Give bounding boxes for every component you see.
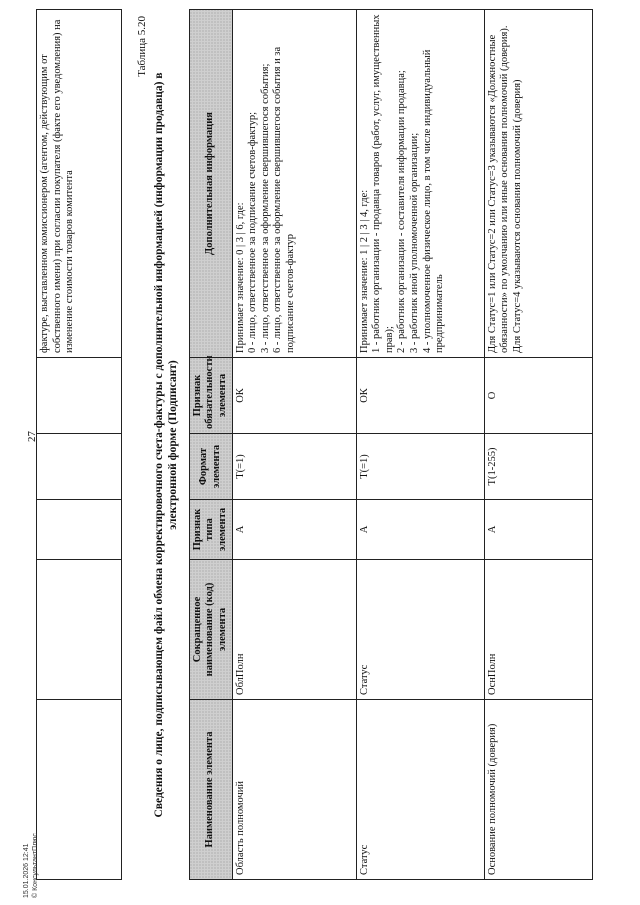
cell-name: Область полномочий [232,700,356,880]
cell-required: ОК [232,358,356,434]
cell-required: ОК [356,358,484,434]
footer-source: © КонсультантПлюс [32,833,40,898]
header-required: Признак обязательности элемента [189,358,232,434]
cell-name: Статус [356,700,484,880]
cell-required: О [484,358,592,434]
table-cell: фактуре, выставленном комиссионером (агентом, действующим от собственного имени) при согласии покупателя (факте его уведомления) на изменение стоимости товаров комитента [37,10,122,358]
header-type: Признак типа элемента [189,500,232,560]
rotated-sheet [36,10,621,880]
cell-type: А [484,500,592,560]
table-row [232,10,356,880]
footer-timestamp: 15.01.2026 12:41 [23,843,30,898]
info-line: 6 - лицо, ответственное за оформление свершившегося события и за подписание счетов-фактур [272,46,296,353]
info-line: Принимает значение: 1 | 2 | 3 | 4, где: [358,189,370,353]
cell-format: T(=1) [356,434,484,500]
cell-info [232,10,356,358]
cell-info [356,10,484,358]
info-line: 0 - лицо, ответственное за подписание счетов-фактур; [247,111,259,353]
cell-code: ОснПолн [484,560,592,700]
table-number: Таблица 5.20 [136,16,148,77]
cell-format: T(=1) [232,434,356,500]
cell-code: Статус [356,560,484,700]
header-format: Формат элемента [189,434,232,500]
cell-name: Основание полномочий (доверия) [484,700,592,880]
signer-table [189,9,593,880]
info-line: 3 - лицо, ответственное за оформление свершившегося события; [259,63,271,353]
cell-type: А [232,500,356,560]
table-row [37,10,122,880]
table-row [484,10,592,880]
header-name: Наименование элемента [189,700,232,880]
cell-type: А [356,500,484,560]
table-title: Сведения о лице, подписывающем файл обмена корректировочного счета-фактуры с дополнительной информацией (информации продавца) в электронной форме (Подписант) [153,72,180,818]
table-cell [37,560,122,700]
info-line: Принимает значение: 0 | 3 | 6, где: [234,202,246,353]
cell-format: T(1-255) [484,434,592,500]
cell-code: ОблПолн [232,560,356,700]
table-header-row [189,10,232,880]
footer [22,833,40,898]
page-number: 27 [26,431,38,442]
cell-info [484,10,592,358]
header-code: Сокращенное наименование (код) элемента [189,560,232,700]
table-row [356,10,484,880]
info-line: 4 - уполномоченное физическое лицо, в том числе индивидуальный предприниматель [421,49,446,353]
table-cell [37,358,122,434]
table-cell [37,434,122,500]
continuation-table [36,9,122,880]
info-line: 1 - работник организации - продавца товаров (работ, услуг, имущественных прав); [371,14,395,353]
info-line: Для Статус=1 или Статус=2 или Статус=3 указываются «Должностные обязанности» по умолчанию или иные основания полномочий (доверия). [486,25,511,353]
info-line: Для Статус=4 указываются основания полномочий (доверия) [511,79,523,353]
table-cell [37,700,122,880]
header-info: Дополнительная информация [189,10,232,358]
table-cell [37,500,122,560]
info-line: 3 - работник иной уполномоченной организации; [408,132,420,353]
info-line: 2 - работник организации - составителя информации продавца; [396,70,408,353]
